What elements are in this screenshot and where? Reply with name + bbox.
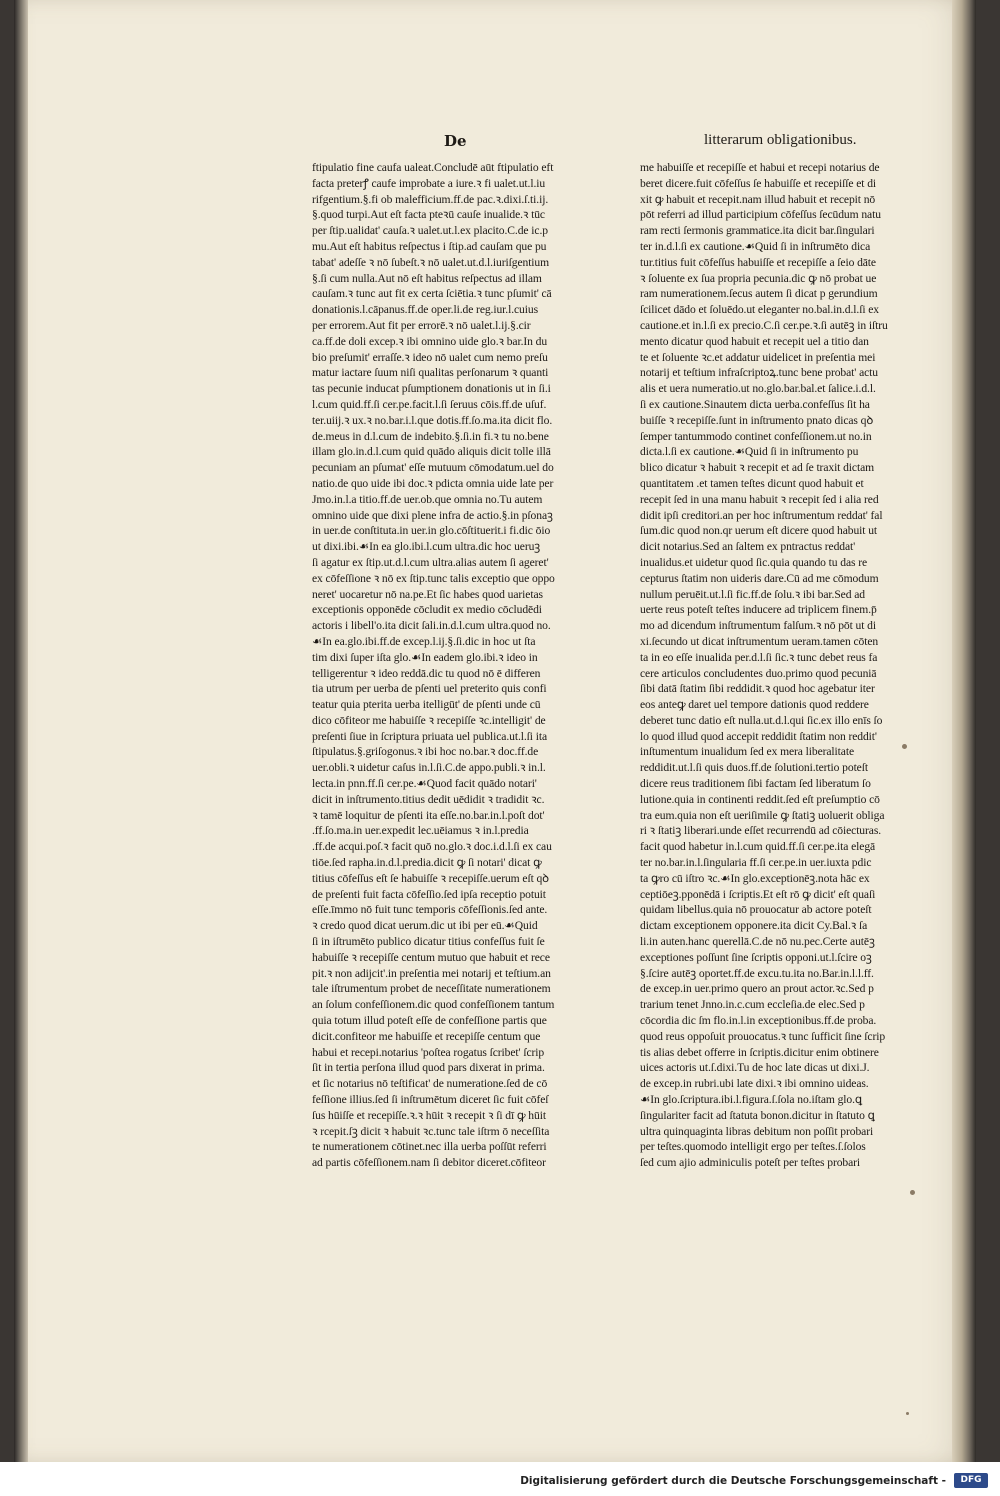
- text-line: ri ꝛ ſtatiꝫ liberari.unde eſſet recurrendū ad cōiecturas.: [640, 824, 882, 838]
- text-line: de.meus in d.l.cum de indebito.§.ſi.in fi.ꝛ tu no.bene: [312, 429, 549, 443]
- text-line: ſi ex cautione.Sinautem dicta uerba.confeſſus ſit ha: [640, 397, 870, 411]
- text-line: ſus hūiſſe et recepiſſe.ꝛ.ꝛ hūit ꝛ recepit ꝛ ſi dī ꝙ hūit: [312, 1108, 546, 1122]
- text-line: preſenti ſiue in ſcriptura priuata uel publica.ut.l.ſi ita: [312, 729, 548, 743]
- paper-blemish: [902, 744, 907, 749]
- text-line: xit ꝙ habuit et recepit.nam illud habuit et recepit nō: [640, 192, 876, 206]
- text-line: inſtumentum inualidum ſed ex mera liberalitate: [640, 745, 855, 759]
- text-line: bio preſumit' erraſſe.ꝛ ideo nō ualet cum nemo preſu: [312, 350, 548, 364]
- text-line: uerte reus poteſt teſtes inducere ad triplicem finem.p̄: [640, 603, 877, 617]
- text-line: tiōe.ſed rapha.in.d.l.predia.dicit ꝙ ſi notari' dicat ꝙ: [312, 856, 542, 870]
- text-line: ut dixi.ibi.☙In ea glo.ibi.l.cum ultra.dic hoc ueruꝫ: [312, 540, 541, 554]
- text-line: mento dicatur quod habuit et recepit uel a titio dan: [640, 334, 869, 348]
- text-line: ta ꝙro cū iſtro ꝛc.☙In glo.exceptionēꝫ.nota hāc ex: [640, 871, 870, 885]
- text-line: §.ſcire autēꝫ oportet.ff.de excu.tu.ita no.Bar.in.l.l.ff.: [640, 966, 874, 980]
- text-line: te et ſoluente ꝛc.et addatur uidelicet in preſentia mei: [640, 350, 876, 364]
- text-line: beret dicere.fuit cōfeſſus ſe habuiſſe et recepiſſe et di: [640, 176, 877, 190]
- text-line: quod reus oppoſuit prouocatus.ꝛ tunc ſufficit ſine ſcrip: [640, 1029, 886, 1043]
- text-line: quidam libellus.quia nō prouocatur ab actore poteſt: [640, 903, 872, 917]
- text-line: ſcilicet dādo et ſoluēdo.ut eleganter no.bal.in.d.l.ſi ex: [640, 303, 879, 317]
- text-line: feſſione illius.ſed ſi inſtrumētum diceret ſic fuit cōfeſ: [312, 1093, 549, 1107]
- text-line: actoris i libell'o.ita dicit ſali.in.d.l.cum ultra.quod no.: [312, 619, 551, 633]
- text-line: dicit notarius.Sed an ſaltem ex pntractus reddat': [640, 540, 856, 554]
- text-column-left: [312, 160, 578, 1171]
- text-line: pit.ꝛ non adijcit'.in preſentia mei notarij et teſtium.an: [312, 966, 551, 980]
- text-line: omnino uide que dixi plene infra de actio.§.in pſonaꝫ: [312, 508, 553, 522]
- text-line: ſed cum ajio adminiculis poteſt per teſtes probari: [640, 1156, 861, 1170]
- text-line: ter.uiij.ꝛ ux.ꝛ no.bar.i.l.que dotis.ff.ſo.ma.ita dicit flo.: [312, 413, 553, 427]
- text-line: per teſtes.quomodo intelligit ergo per teſtes.ſ.ſolos: [640, 1140, 866, 1154]
- text-line: buiſſe ꝛ recepiſſe.ſunt in inſtrumento pnato dicas qꝺ: [640, 413, 874, 427]
- text-line: ſum.dic quod non.qr uerum eſt dicere quod habuit ut: [640, 524, 878, 538]
- text-line: cauſam.ꝛ tunc aut fit ex certa ſciētia.ꝛ tunc pſumit' cā: [312, 287, 552, 301]
- text-line: dicit in inſtrumento.titius dedit uēdidit ꝛ tradidit ꝛc.: [312, 792, 545, 806]
- text-line: dicere reus traditionem ſibi factam ſed liberatum ſo: [640, 777, 871, 791]
- text-line: ſemper tantummodo continet confeſſionem.ut no.in: [640, 429, 872, 443]
- text-line: illam glo.in.d.l.cum quid quādo aliquis dicit tolle illā: [312, 445, 551, 459]
- text-line: eſſe.īmmo nō fuit tunc temporis cōfeſſionis.ſed ante.: [312, 903, 548, 917]
- text-line: ſit in tertia perſona illud quod pars dixerat in prima.: [312, 1061, 545, 1075]
- text-line: per ſtip.ualidat' cauſa.ꝛ ualet.ut.l.ex placito.C.de ic.p: [312, 224, 548, 238]
- paper-blemish: [910, 1190, 915, 1195]
- text-line: recepit ſed in una manu habuit ꝛ recepit ſed i alia red: [640, 492, 879, 506]
- text-line: lutione.quia in continenti reddit.ſed eſt preſumptio cō: [640, 792, 880, 806]
- text-line: ☙In glo.ſcriptura.ibi.l.figura.ſ.ſola no.iſtam glo.ꝗ: [640, 1093, 863, 1107]
- text-line: de preſenti fuit facta cōfeſſio.ſed ipſa receptio potuit: [312, 887, 546, 901]
- text-line: tia utrum per uerba de pſenti uel preterito quis confi: [312, 682, 547, 696]
- text-line: deberet tunc datio eſt nulla.ut.d.l.qui ſic.ex illo enīs ſo: [640, 713, 883, 727]
- text-line: ꝛ ſoluente ex ſua propria pecunia.dic ꝙ nō probat ue: [640, 271, 877, 285]
- right-page-edges: [952, 0, 976, 1462]
- text-line: ꝛ rcepit.ſꝫ dicit ꝛ habuit ꝛc.tunc tale iſtrm ō neceſſita: [312, 1124, 550, 1138]
- text-line: eos anteꝙ daret uel tempore dationis quod reddere: [640, 698, 869, 712]
- text-line: neret' uocaretur nō na.pe.Et ſic habes quod uarietas: [312, 587, 543, 601]
- text-line: ceptiōeꝫ.pponēdā i ſcriptis.Et eſt rō ꝙ dicit' eſt quaſi: [640, 887, 876, 901]
- text-column-right: [640, 160, 908, 1171]
- text-line: tra eum.quia non eſt ueriſimile ꝙ ſtatiꝫ uoluerit obliga: [640, 808, 885, 822]
- text-line: rifgentium.§.fi ob malefficium.ff.de pac.ꝛ.dixi.ſ.ti.ij.: [312, 192, 549, 206]
- text-line: ſingulariter facit ad ſtatuta bonon.dicitur in ſtatuto ꝗ: [640, 1108, 875, 1122]
- text-line: nullum peruēit.ut.l.ſi fic.ff.de ſolu.ꝛ ibi bar.Sed ad: [640, 587, 865, 601]
- running-head-left: De: [444, 132, 467, 150]
- text-line: mo ad dicendum inſtrumentum falſum.ꝛ nō pōt ut di: [640, 619, 876, 633]
- text-line: pōt referri ad illud participium cōfeſſus ſecūdum natu: [640, 208, 881, 222]
- text-line: cere articulos concludentes duo.primo quod pecuniā: [640, 666, 877, 680]
- text-line: lo quod illud quod accepit reddidit ſtatim non reddit': [640, 729, 877, 743]
- text-line: li.in auten.hanc querellā.C.de nō nu.pec.Certe autēꝫ: [640, 935, 875, 949]
- footer-bar: [0, 1462, 1000, 1496]
- text-line: notarij et teſtium infraſcriptoꝝ.tunc bene probat' actu: [640, 366, 878, 380]
- text-line: mu.Aut eſt habitus reſpectus i ſtip.ad cauſam que pu: [312, 239, 547, 253]
- text-line: tim dixi ſuper iſta glo.☙In eadem glo.ibi.ꝛ ideo in: [312, 650, 538, 664]
- text-line: quia totum illud poteſt eſſe de confeſſione partis que: [312, 1014, 547, 1028]
- text-line: tis alias debet offerre in ſcriptis.dicitur enim obtinere: [640, 1045, 879, 1059]
- text-line: de excep.in rubri.ubi late dixi.ꝛ ibi omnino uideas.: [640, 1077, 869, 1091]
- text-line: lecta.in pnn.ff.ſi cer.pe.☙Quod facit quādo notari': [312, 777, 537, 791]
- text-line: per errorem.Aut fit per errorē.ꝛ nō ualet.l.ij.§.cir: [312, 318, 531, 332]
- text-line: tabat' adeſſe ꝛ nō ſubeſt.ꝛ nō ualet.ut.d.l.iuriſgentium: [312, 255, 550, 269]
- text-line: habuiſſe ꝛ recepiſſe centum mutuo que habuit et rece: [312, 950, 550, 964]
- text-line: cautione.et in.l.ſi ex precio.C.ſi cer.pe.ꝛ.ſi autēꝫ in iſtru: [640, 318, 888, 332]
- text-line: §.quod turpi.Aut eſt facta pteꝛū cauſe inualide.ꝛ tūc: [312, 208, 545, 222]
- text-line: dictam exceptionem opponere.ita dicit Cy.Bal.ꝛ ſa: [640, 919, 868, 933]
- text-line: ſi in iſtrumēto publico dicatur titius confeſſus fuit ſe: [312, 935, 545, 949]
- text-line: ultra quinquaginta libras debitum non poſſit probari: [640, 1124, 874, 1138]
- text-line: Jmo.in.l.a titio.ff.de uer.ob.que omnia no.Tu autem: [312, 492, 543, 506]
- text-line: cepturus ſtatim non uideris dare.Cū ad me cōmodum: [640, 571, 879, 585]
- text-line: §.ſi cum nulla.Aut nō eſt habitus reſpectus ad illam: [312, 271, 542, 285]
- text-line: tas pecunie inducat pſumptionem donationis ut in ſi.i: [312, 382, 551, 396]
- text-line: dicta.l.ſi ex cautione.☙Quid ſi in inſtrumento pu: [640, 445, 859, 459]
- text-line: l.cum quid.ff.ſi cer.pe.facit.l.ſi ſeruus cōis.ff.de uſuf.: [312, 397, 547, 411]
- text-line: ram recti ſermonis grammatice.ita dicit bar.ſingulari: [640, 224, 875, 238]
- text-line: didit ipſi creditori.an per hoc inſtrumentum reddat' fal: [640, 508, 883, 522]
- text-line: habui et recepi.notarius 'poſtea rogatus ſcribet' ſcrip: [312, 1045, 545, 1059]
- text-line: ca.ff.de doli excep.ꝛ ibi omnino uide glo.ꝛ bar.In du: [312, 334, 548, 348]
- dfg-logo: DFG: [954, 1473, 988, 1488]
- text-line: inualidus.et uidetur quod ſic.quia quando tu das re: [640, 555, 868, 569]
- funding-note: Digitalisierung gefördert durch die Deutsche Forschungsgemeinschaft -: [520, 1475, 946, 1487]
- text-line: alis et uera numeratio.ut no.glo.bar.bal.et ſalice.i.d.l.: [640, 382, 876, 396]
- text-line: xi.ſecundo ut dicat inſtrumentum ueram.tamen cōten: [640, 634, 879, 648]
- text-line: tale iſtrumentum probet de neceſſitate numerationem: [312, 982, 551, 996]
- text-line: titius cōfeſſus eſt ſe habuiſſe ꝛ recepiſſe.uerum eſt qꝺ: [312, 871, 550, 885]
- text-line: ꝛ tamē loquitur de pſenti ita eſſe.no.bar.in.l.poſt dot': [312, 808, 545, 822]
- text-line: reddidit.ut.l.ſi quis duos.ff.de ſolutioni.tertio poteſt: [640, 761, 868, 775]
- text-line: ad partis cōfeſſionem.nam ſi debitor diceret.cōfiteor: [312, 1156, 546, 1170]
- text-line: blico dicatur ꝛ habuit ꝛ recepit et ad ſe traxit dictam: [640, 461, 875, 475]
- text-line: tur.titius fuit cōfeſſus habuiſſe et recepiſſe a ſeio dāte: [640, 255, 876, 269]
- text-line: uices actoris ut.ſ.dixi.Tu de hoc late dicas ut dixi.J.: [640, 1061, 870, 1075]
- text-line: exceptiones poſſunt ſine ſcriptis opponi.ut.l.ſcire oꝫ: [640, 950, 872, 964]
- running-head-right: litterarum obligationibus.: [704, 132, 857, 148]
- text-line: pecuniam an pſumat' eſſe mutuum cōmodatum.uel do: [312, 461, 554, 475]
- text-line: quantitatem .et tamen teſtes dicunt quod habuit et: [640, 476, 864, 490]
- text-line: telligerentur ꝛ ideo reddā.dic tu quod nō ē differen: [312, 666, 541, 680]
- text-line: .ff.de acqui.poſ.ꝛ facit quō no.glo.ꝛ doc.i.d.l.ſi ex cau: [312, 840, 552, 854]
- text-line: me habuiſſe et recepiſſe et habui et recepi notarius de: [640, 161, 880, 174]
- text-line: uer.obli.ꝛ uidetur caſus in.l.ſi.C.de appo.publi.ꝛ in.l.: [312, 761, 546, 775]
- text-line: dico cōfiteor me habuiſſe ꝛ recepiſſe ꝛc.intelligit' de: [312, 713, 546, 727]
- text-line: ter no.bar.in.l.ſingularia ff.ſi cer.pe.in uer.iuxta pdic: [640, 856, 872, 870]
- text-line: in uer.de conſtituta.in uer.in glo.cōſtituerit.i fi.dic ōio: [312, 524, 551, 538]
- text-line: ter in.d.l.ſi ex cautione.☙Quid ſi in inſtrumēto dica: [640, 239, 871, 253]
- text-line: donationis.l.cāpanus.ff.de oper.li.de reg.iur.l.cuius: [312, 303, 538, 317]
- text-line: ex cōfeſſione ꝛ nō ex ſtip.tunc talis exceptio que oppo: [312, 571, 555, 585]
- text-line: natio.de quo uide ibi doc.ꝛ pdicta omnia uide late per: [312, 476, 554, 490]
- paper-blemish: [906, 1412, 909, 1415]
- text-line: .ff.ſo.ma.in uer.expedit lec.uēiamus ꝛ in.l.predia: [312, 824, 529, 838]
- text-line: teatur quia pterita uerba itelligūt' de pſenti unde cū: [312, 698, 541, 712]
- text-line: an ſolum confeſſionem.dic quod confeſſionem tantum: [312, 998, 555, 1012]
- text-line: ftipulatio fine caufa ualeat.Concludē aūt ftipulatio eft: [312, 161, 554, 174]
- text-line: exceptionis opponēde cōcludit ex medio cōcludēdi: [312, 603, 542, 617]
- text-line: ſibi datā ſtatim ſibi reddidit.ꝛ quod hoc agebatur iter: [640, 682, 875, 696]
- text-line: ſtipulatus.§.griſogonus.ꝛ ibi hoc no.bar.ꝛ doc.ff.de: [312, 745, 539, 759]
- text-line: facit quod habetur in.l.cum quid.ff.ſi cer.pe.ita elegā: [640, 840, 876, 854]
- text-line: cōcordia dic ſm flo.in.l.in exceptionibus.ff.de proba.: [640, 1014, 877, 1028]
- left-binding-edge: [14, 0, 28, 1462]
- text-line: dicit.confiteor me habuiſſe et recepiſſe centum que: [312, 1029, 541, 1043]
- text-line: ſi agatur ex ſtip.ut.d.l.cum ultra.alias autem ſi ageret': [312, 555, 549, 569]
- text-line: trarium tenet Jnno.in.c.cum eccleſia.de elec.Sed p: [640, 998, 865, 1012]
- text-line: ☙In ea.glo.ibi.ff.de excep.l.ij.§.ſi.dic in hoc ut ſta: [312, 634, 536, 648]
- text-line: facta preterꝭ caufe improbate a iure.ꝛ fi ualet.ut.l.iu: [312, 176, 546, 190]
- text-line: et ſic notarius nō teſtificat' de numeratione.ſed de cō: [312, 1077, 548, 1091]
- text-line: matur iactare ſuum niſi qualitas perſonarum ꝛ quanti: [312, 366, 549, 380]
- text-line: ꝛ credo quod dicat uerum.dic ut ibi per eū.☙Quid: [312, 919, 538, 933]
- text-line: de excep.in uer.primo quero an prout actor.ꝛc.Sed p: [640, 982, 874, 996]
- text-line: te numerationem cōtinet.nec illa uerba poſſūt referri: [312, 1140, 547, 1154]
- text-line: ta in eo eſſe inualida per.d.l.ſi ſic.ꝛ tunc debet reus fa: [640, 650, 878, 664]
- page-sheet: [14, 0, 976, 1462]
- text-line: ram numerationem.ſecus autem ſi dicat p gerundium: [640, 287, 878, 301]
